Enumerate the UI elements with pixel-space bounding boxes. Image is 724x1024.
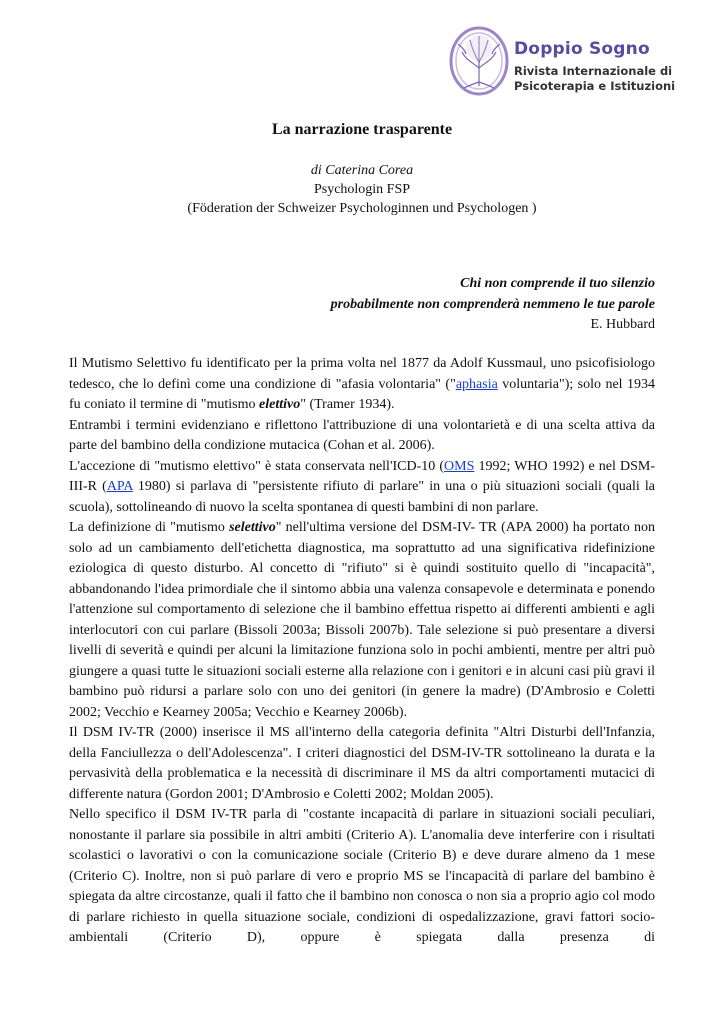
paragraph-2: Entrambi i termini evidenziano e riflettono l'attribuzione di una volontarietà e di una scelta attiva da parte del bambino della condizione mutacica (Cohan et al. 2006).: [69, 417, 655, 453]
author-affiliation: (Föderation der Schweizer Psychologinnen und Psychologen ): [187, 201, 537, 216]
paragraph-1: Il Mutismo Selettivo fu identificato per la prima volta nel 1877 da Adolf Kussmaul, uno psicofisiologo tedesco, che lo definì come una condizione di "afasia volontaria" ("aphasia voluntaria"); solo nel 1934 fu coniato il termine di "mutismo elettivo" (Tramer 1934).: [69, 356, 655, 412]
article-title: La narrazione trasparente: [271, 121, 453, 138]
paragraph-3: L'accezione di "mutismo elettivo" è stata conservata nell'ICD-10 (OMS 1992; WHO 1992) e nel DSM-III-R (APA 1980) si parlava di "persistente rifiuto di parlare" in una o più situazioni sociali (quali la scuola), sottolineando di nuovo la scelta spontanea di questi bambini di non parlare.: [69, 458, 656, 515]
tree-emblem-icon: [446, 24, 512, 102]
author-role: Psychologin FSP: [313, 182, 411, 197]
logo-subtitle-line1: Rivista Internazionale di: [514, 64, 673, 78]
epigraph-line-2: probabilmente non comprenderà nemmeno le tue parole: [330, 297, 655, 312]
paragraph-5: Il DSM IV-TR (2000) inserisce il MS all'interno della categoria definita "Altri Disturbi dell'Infanzia, della Fanciullezza o dell'Adolescenza". I criteri diagnostici del DSM-IV-TR sottolineano la durata e la pervasività della problematica e la necessità di discriminare il MS da altri comportamenti mutacici di differente natura (Gordon 2001; D'Ambrosio e Coletti 2002; Moldan 2005).: [69, 725, 655, 802]
apa-link[interactable]: APA: [106, 479, 133, 494]
epigraph-line-1: Chi non comprende il tuo silenzio: [460, 276, 655, 291]
journal-logo: [446, 24, 676, 104]
paragraph-4: La definizione di "mutismo selettivo" nell'ultima versione del DSM-IV- TR (APA 2000) ha portato non solo ad un cambiamento dell'etichetta diagnostica, ma soprattutto ad una significativa ridefinizione eziologica di questo disturbo. Al concetto di "rifiuto" si è quindi sostituito quello di "incapacità", abbandonando l'idea primordiale che il sintomo abbia una valenza consapevole e determinata e ponendo l'attenzione sul comportamento di selezione che il bambino effettua rispetto ai differenti ambienti e agli interlocutori con cui parlare (Bissoli 2003a; Bissoli 2007b). Tale selezione si può presentare a diversi livelli di severità e quindi per alcuni la limitazione funziona solo in pochi ambienti, mentre per altri può giungere a quasi tutte le situazioni sociali esterne alla relazione con i genitori e in alcuni casi più gravi il bambino può ridursi a parlare solo con uno dei genitori (in genere la madre) (D'Ambrosio e Coletti 2002; Vecchio e Kearney 2005a; Vecchio e Kearney 2006b).: [69, 520, 655, 720]
paragraph-6: Nello specifico il DSM IV-TR parla di "costante incapacità di parlare in situazioni sociali peculiari, nonostante il parlare sia possibile in altri ambiti (Criterio A). L'anomalia deve interferire con i risultati scolastici o lavorativi o con la comunicazione sociale (Criterio B) e deve durare almeno da 1 mese (Criterio C). Inoltre, non si può parlare di vero e proprio MS se l'incapacità di parlare del bambino è spiegata da altre circostanze, quali il fatto che il bambino non conosca o non sia a proprio agio col modo di parlare richiesto in quella situazione sociale, condizioni di ospedalizzazione, gravi fattori socio-ambientali (Criterio D), oppure è spiegata dalla presenza di: [69, 807, 655, 945]
selettivo-emphasis: selettivo: [229, 520, 276, 535]
oms-link[interactable]: OMS: [444, 458, 475, 474]
elettivo-emphasis: elettivo: [259, 397, 301, 412]
aphasia-link[interactable]: aphasia: [455, 376, 498, 392]
logo-subtitle-line2: Psicoterapia e Istituzioni: [514, 79, 676, 93]
epigraph-author: E. Hubbard: [590, 317, 655, 332]
logo-title: Doppio Sogno: [514, 39, 650, 59]
article-body: [69, 354, 655, 949]
author-name: di Caterina Corea: [310, 163, 414, 178]
